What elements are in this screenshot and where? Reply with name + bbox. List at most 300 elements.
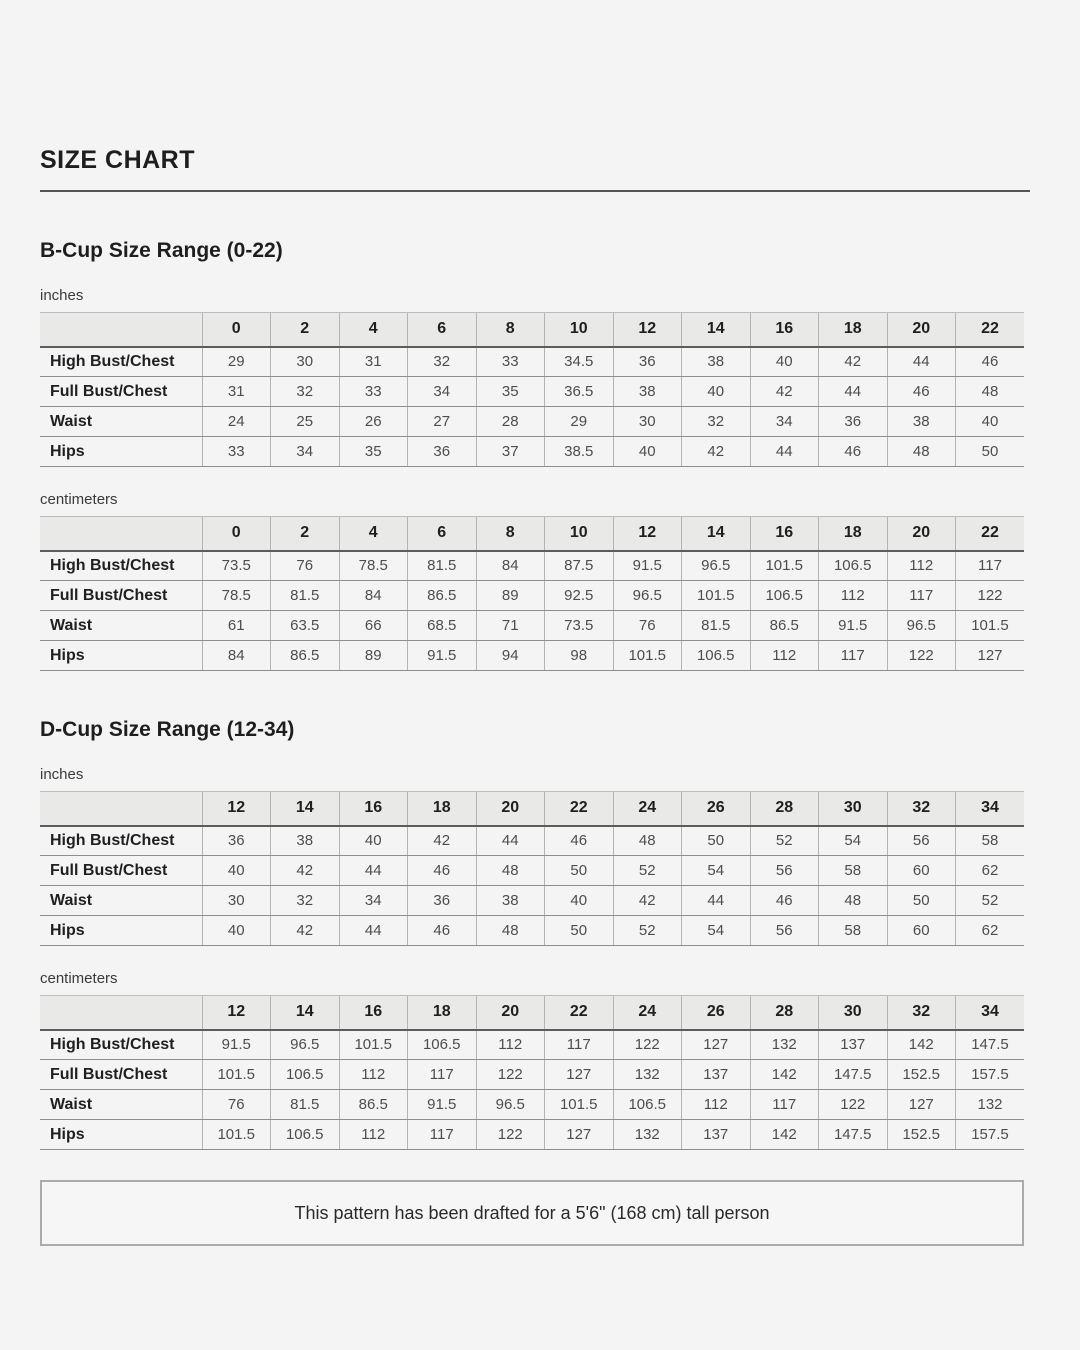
- measurement-value-cell: 37: [476, 437, 545, 467]
- measurement-value-cell: 42: [819, 347, 888, 377]
- measurement-value-cell: 127: [545, 1120, 614, 1150]
- measurement-value-cell: 38: [887, 407, 956, 437]
- size-header-cell: 32: [887, 792, 956, 826]
- measurement-value-cell: 132: [613, 1120, 682, 1150]
- measurement-value-cell: 56: [887, 826, 956, 856]
- unit-label-inches: inches: [40, 766, 84, 783]
- measurement-value-cell: 91.5: [202, 1030, 271, 1060]
- measurement-value-cell: 29: [545, 407, 614, 437]
- measurement-value-cell: 44: [682, 886, 751, 916]
- measurement-label: Hips: [40, 641, 202, 671]
- measurement-value-cell: 38: [682, 347, 751, 377]
- measurement-value-cell: 98: [545, 641, 614, 671]
- measurement-value-cell: 52: [956, 886, 1025, 916]
- size-header-cell: 14: [271, 996, 340, 1030]
- table-row: [40, 856, 1024, 886]
- measurement-value-cell: 31: [202, 377, 271, 407]
- size-header-cell: 22: [956, 517, 1025, 551]
- measurement-value-cell: 78.5: [202, 581, 271, 611]
- measurement-value-cell: 50: [956, 437, 1025, 467]
- unit-label-centimeters: centimeters: [40, 970, 118, 987]
- table-row: [40, 641, 1024, 671]
- size-table-b-cup-inches-table: [40, 312, 1024, 467]
- measurement-value-cell: 92.5: [545, 581, 614, 611]
- measurement-value-cell: 46: [819, 437, 888, 467]
- measurement-value-cell: 40: [613, 437, 682, 467]
- measurement-value-cell: 52: [613, 856, 682, 886]
- measurement-value-cell: 81.5: [408, 551, 477, 581]
- measurement-value-cell: 137: [819, 1030, 888, 1060]
- size-header-cell: 12: [613, 517, 682, 551]
- measurement-value-cell: 61: [202, 611, 271, 641]
- measurement-value-cell: 44: [887, 347, 956, 377]
- measurement-value-cell: 106.5: [682, 641, 751, 671]
- measurement-value-cell: 112: [819, 581, 888, 611]
- measurement-value-cell: 91.5: [408, 1090, 477, 1120]
- measurement-value-cell: 101.5: [202, 1060, 271, 1090]
- table-row: [40, 581, 1024, 611]
- measurement-value-cell: 38: [613, 377, 682, 407]
- size-header-cell: 20: [887, 517, 956, 551]
- table-row: [40, 1090, 1024, 1120]
- measurement-value-cell: 91.5: [613, 551, 682, 581]
- measurement-value-cell: 36: [202, 826, 271, 856]
- size-header-cell: 14: [682, 313, 751, 347]
- measurement-value-cell: 60: [887, 916, 956, 946]
- measurement-value-cell: 147.5: [956, 1030, 1025, 1060]
- size-header-row: [40, 792, 1024, 826]
- measurement-value-cell: 48: [476, 856, 545, 886]
- size-header-cell: 6: [408, 313, 477, 347]
- measurement-value-cell: 63.5: [271, 611, 340, 641]
- size-header-row: [40, 313, 1024, 347]
- size-header-cell: 20: [887, 313, 956, 347]
- measurement-value-cell: 48: [613, 826, 682, 856]
- measurement-label: Hips: [40, 916, 202, 946]
- measurement-value-cell: 48: [887, 437, 956, 467]
- size-header-cell: 10: [545, 313, 614, 347]
- measurement-value-cell: 34.5: [545, 347, 614, 377]
- measurement-value-cell: 86.5: [339, 1090, 408, 1120]
- size-header-cell: 6: [408, 517, 477, 551]
- measurement-value-cell: 50: [545, 856, 614, 886]
- measurement-value-cell: 34: [339, 886, 408, 916]
- measurement-value-cell: 48: [476, 916, 545, 946]
- measurement-value-cell: 117: [956, 551, 1025, 581]
- section-b-cup: [40, 239, 1030, 671]
- size-header-cell: 30: [819, 996, 888, 1030]
- page-title: SIZE CHART: [40, 146, 195, 174]
- table-row: [40, 551, 1024, 581]
- measurement-value-cell: 32: [271, 377, 340, 407]
- measurement-value-cell: 66: [339, 611, 408, 641]
- measurement-value-cell: 106.5: [408, 1030, 477, 1060]
- size-header-cell: 16: [750, 313, 819, 347]
- measurement-value-cell: 122: [476, 1120, 545, 1150]
- measurement-value-cell: 58: [819, 916, 888, 946]
- size-header-cell: 2: [271, 313, 340, 347]
- table-row: [40, 886, 1024, 916]
- measurement-value-cell: 91.5: [819, 611, 888, 641]
- corner-cell: [40, 517, 202, 551]
- measurement-value-cell: 34: [750, 407, 819, 437]
- table-row: [40, 1120, 1024, 1150]
- size-header-cell: 26: [682, 996, 751, 1030]
- measurement-value-cell: 54: [682, 916, 751, 946]
- measurement-value-cell: 44: [339, 916, 408, 946]
- measurement-value-cell: 122: [956, 581, 1025, 611]
- measurement-value-cell: 84: [476, 551, 545, 581]
- size-table-b-cup-inches: [40, 312, 1030, 467]
- measurement-value-cell: 117: [819, 641, 888, 671]
- table-row: [40, 826, 1024, 856]
- measurement-value-cell: 122: [476, 1060, 545, 1090]
- measurement-value-cell: 101.5: [750, 551, 819, 581]
- measurement-value-cell: 50: [887, 886, 956, 916]
- measurement-value-cell: 73.5: [202, 551, 271, 581]
- table-row: [40, 347, 1024, 377]
- measurement-value-cell: 112: [887, 551, 956, 581]
- measurement-value-cell: 42: [682, 437, 751, 467]
- section-heading-b-cup: B-Cup Size Range (0-22): [40, 239, 283, 262]
- measurement-value-cell: 137: [682, 1060, 751, 1090]
- measurement-value-cell: 42: [750, 377, 819, 407]
- measurement-value-cell: 35: [476, 377, 545, 407]
- measurement-value-cell: 76: [613, 611, 682, 641]
- measurement-label: High Bust/Chest: [40, 826, 202, 856]
- measurement-value-cell: 96.5: [887, 611, 956, 641]
- measurement-value-cell: 84: [202, 641, 271, 671]
- measurement-value-cell: 112: [476, 1030, 545, 1060]
- size-header-cell: 30: [819, 792, 888, 826]
- measurement-label: Hips: [40, 1120, 202, 1150]
- size-table-d-cup-centimeters: [40, 995, 1030, 1150]
- measurement-value-cell: 101.5: [202, 1120, 271, 1150]
- measurement-value-cell: 147.5: [819, 1060, 888, 1090]
- measurement-label: Hips: [40, 437, 202, 467]
- table-row: [40, 916, 1024, 946]
- measurement-value-cell: 157.5: [956, 1120, 1025, 1150]
- measurement-label: Waist: [40, 1090, 202, 1120]
- size-header-cell: 8: [476, 517, 545, 551]
- measurement-value-cell: 58: [956, 826, 1025, 856]
- measurement-value-cell: 89: [476, 581, 545, 611]
- measurement-value-cell: 132: [956, 1090, 1025, 1120]
- measurement-value-cell: 142: [750, 1120, 819, 1150]
- measurement-value-cell: 29: [202, 347, 271, 377]
- size-header-cell: 4: [339, 517, 408, 551]
- measurement-label: High Bust/Chest: [40, 347, 202, 377]
- measurement-value-cell: 32: [271, 886, 340, 916]
- measurement-value-cell: 137: [682, 1120, 751, 1150]
- size-header-cell: 16: [750, 517, 819, 551]
- measurement-value-cell: 101.5: [956, 611, 1025, 641]
- size-header-cell: 28: [750, 792, 819, 826]
- measurement-value-cell: 127: [956, 641, 1025, 671]
- measurement-value-cell: 36: [819, 407, 888, 437]
- size-header-cell: 18: [408, 996, 477, 1030]
- measurement-value-cell: 42: [613, 886, 682, 916]
- measurement-value-cell: 81.5: [682, 611, 751, 641]
- size-table-d-cup-centimeters-table: [40, 995, 1024, 1150]
- measurement-value-cell: 24: [202, 407, 271, 437]
- measurement-value-cell: 42: [271, 916, 340, 946]
- measurement-value-cell: 35: [339, 437, 408, 467]
- measurement-value-cell: 33: [476, 347, 545, 377]
- measurement-value-cell: 50: [545, 916, 614, 946]
- measurement-value-cell: 122: [613, 1030, 682, 1060]
- measurement-value-cell: 27: [408, 407, 477, 437]
- measurement-value-cell: 81.5: [271, 1090, 340, 1120]
- size-header-cell: 8: [476, 313, 545, 347]
- measurement-value-cell: 96.5: [682, 551, 751, 581]
- measurement-value-cell: 101.5: [682, 581, 751, 611]
- measurement-value-cell: 101.5: [339, 1030, 408, 1060]
- size-header-cell: 34: [956, 996, 1025, 1030]
- measurement-value-cell: 117: [408, 1120, 477, 1150]
- size-header-cell: 18: [819, 517, 888, 551]
- measurement-value-cell: 157.5: [956, 1060, 1025, 1090]
- measurement-value-cell: 81.5: [271, 581, 340, 611]
- measurement-value-cell: 52: [613, 916, 682, 946]
- measurement-value-cell: 30: [202, 886, 271, 916]
- measurement-label: Full Bust/Chest: [40, 581, 202, 611]
- measurement-value-cell: 106.5: [271, 1120, 340, 1150]
- measurement-value-cell: 48: [819, 886, 888, 916]
- size-table-d-cup-inches-table: [40, 791, 1024, 946]
- size-table-b-cup-centimeters: [40, 516, 1030, 671]
- measurement-label: Full Bust/Chest: [40, 377, 202, 407]
- measurement-value-cell: 106.5: [750, 581, 819, 611]
- measurement-value-cell: 40: [956, 407, 1025, 437]
- measurement-value-cell: 91.5: [408, 641, 477, 671]
- table-row: [40, 611, 1024, 641]
- measurement-value-cell: 54: [819, 826, 888, 856]
- measurement-value-cell: 96.5: [271, 1030, 340, 1060]
- measurement-value-cell: 46: [956, 347, 1025, 377]
- size-header-cell: 22: [545, 996, 614, 1030]
- unit-label-centimeters: centimeters: [40, 491, 118, 508]
- measurement-value-cell: 106.5: [613, 1090, 682, 1120]
- size-header-cell: 18: [408, 792, 477, 826]
- measurement-value-cell: 36: [613, 347, 682, 377]
- measurement-value-cell: 106.5: [819, 551, 888, 581]
- section-d-cup: [40, 718, 1030, 1150]
- measurement-value-cell: 127: [887, 1090, 956, 1120]
- measurement-label: Full Bust/Chest: [40, 856, 202, 886]
- measurement-value-cell: 76: [202, 1090, 271, 1120]
- measurement-value-cell: 56: [750, 856, 819, 886]
- size-header-cell: 16: [339, 996, 408, 1030]
- size-table-d-cup-inches: [40, 791, 1030, 946]
- measurement-value-cell: 112: [339, 1120, 408, 1150]
- size-header-cell: 14: [682, 517, 751, 551]
- measurement-value-cell: 46: [545, 826, 614, 856]
- measurement-value-cell: 40: [545, 886, 614, 916]
- measurement-value-cell: 36: [408, 437, 477, 467]
- title-divider: [40, 190, 1030, 192]
- measurement-value-cell: 46: [887, 377, 956, 407]
- measurement-value-cell: 122: [887, 641, 956, 671]
- size-header-cell: 20: [476, 792, 545, 826]
- size-header-cell: 26: [682, 792, 751, 826]
- measurement-value-cell: 142: [750, 1060, 819, 1090]
- size-header-cell: 22: [956, 313, 1025, 347]
- measurement-value-cell: 68.5: [408, 611, 477, 641]
- measurement-value-cell: 62: [956, 916, 1025, 946]
- measurement-value-cell: 44: [339, 856, 408, 886]
- measurement-value-cell: 106.5: [271, 1060, 340, 1090]
- measurement-value-cell: 32: [408, 347, 477, 377]
- measurement-value-cell: 117: [408, 1060, 477, 1090]
- measurement-value-cell: 50: [682, 826, 751, 856]
- corner-cell: [40, 996, 202, 1030]
- measurement-label: High Bust/Chest: [40, 1030, 202, 1060]
- corner-cell: [40, 792, 202, 826]
- table-row: [40, 377, 1024, 407]
- measurement-value-cell: 52: [750, 826, 819, 856]
- measurement-value-cell: 36.5: [545, 377, 614, 407]
- measurement-value-cell: 46: [408, 856, 477, 886]
- measurement-value-cell: 94: [476, 641, 545, 671]
- measurement-value-cell: 48: [956, 377, 1025, 407]
- measurement-value-cell: 54: [682, 856, 751, 886]
- measurement-value-cell: 46: [408, 916, 477, 946]
- measurement-value-cell: 42: [408, 826, 477, 856]
- measurement-value-cell: 87.5: [545, 551, 614, 581]
- size-header-cell: 28: [750, 996, 819, 1030]
- measurement-value-cell: 34: [408, 377, 477, 407]
- size-header-cell: 24: [613, 996, 682, 1030]
- measurement-value-cell: 36: [408, 886, 477, 916]
- measurement-value-cell: 73.5: [545, 611, 614, 641]
- table-row: [40, 1030, 1024, 1060]
- measurement-value-cell: 76: [271, 551, 340, 581]
- measurement-label: High Bust/Chest: [40, 551, 202, 581]
- size-header-cell: 12: [613, 313, 682, 347]
- measurement-value-cell: 86.5: [408, 581, 477, 611]
- size-table-b-cup-centimeters-table: [40, 516, 1024, 671]
- measurement-value-cell: 117: [887, 581, 956, 611]
- measurement-value-cell: 112: [750, 641, 819, 671]
- measurement-value-cell: 62: [956, 856, 1025, 886]
- measurement-label: Full Bust/Chest: [40, 1060, 202, 1090]
- measurement-value-cell: 127: [545, 1060, 614, 1090]
- measurement-value-cell: 31: [339, 347, 408, 377]
- measurement-value-cell: 101.5: [545, 1090, 614, 1120]
- measurement-label: Waist: [40, 886, 202, 916]
- table-row: [40, 437, 1024, 467]
- measurement-value-cell: 132: [613, 1060, 682, 1090]
- size-header-row: [40, 517, 1024, 551]
- measurement-value-cell: 112: [339, 1060, 408, 1090]
- size-header-row: [40, 996, 1024, 1030]
- size-header-cell: 12: [202, 996, 271, 1030]
- measurement-value-cell: 84: [339, 581, 408, 611]
- measurement-value-cell: 26: [339, 407, 408, 437]
- size-header-cell: 0: [202, 517, 271, 551]
- measurement-value-cell: 127: [682, 1030, 751, 1060]
- measurement-label: Waist: [40, 611, 202, 641]
- size-header-cell: 2: [271, 517, 340, 551]
- size-header-cell: 14: [271, 792, 340, 826]
- measurement-value-cell: 38: [271, 826, 340, 856]
- measurement-value-cell: 42: [271, 856, 340, 886]
- measurement-value-cell: 96.5: [613, 581, 682, 611]
- measurement-value-cell: 25: [271, 407, 340, 437]
- size-header-cell: 10: [545, 517, 614, 551]
- measurement-value-cell: 71: [476, 611, 545, 641]
- height-note: [40, 1180, 1024, 1246]
- measurement-value-cell: 122: [819, 1090, 888, 1120]
- measurement-value-cell: 56: [750, 916, 819, 946]
- measurement-label: Waist: [40, 407, 202, 437]
- measurement-value-cell: 78.5: [339, 551, 408, 581]
- height-note-text: This pattern has been drafted for a 5'6" (168 cm) tall person: [294, 1202, 770, 1223]
- measurement-value-cell: 147.5: [819, 1120, 888, 1150]
- measurement-value-cell: 117: [545, 1030, 614, 1060]
- measurement-value-cell: 86.5: [271, 641, 340, 671]
- measurement-value-cell: 28: [476, 407, 545, 437]
- measurement-value-cell: 30: [271, 347, 340, 377]
- section-heading-d-cup: D-Cup Size Range (12-34): [40, 718, 295, 741]
- measurement-value-cell: 38: [476, 886, 545, 916]
- measurement-value-cell: 152.5: [887, 1120, 956, 1150]
- measurement-value-cell: 46: [750, 886, 819, 916]
- size-header-cell: 4: [339, 313, 408, 347]
- measurement-value-cell: 38.5: [545, 437, 614, 467]
- measurement-value-cell: 132: [750, 1030, 819, 1060]
- measurement-value-cell: 86.5: [750, 611, 819, 641]
- size-header-cell: 34: [956, 792, 1025, 826]
- measurement-value-cell: 33: [202, 437, 271, 467]
- measurement-value-cell: 89: [339, 641, 408, 671]
- measurement-value-cell: 60: [887, 856, 956, 886]
- measurement-value-cell: 33: [339, 377, 408, 407]
- measurement-value-cell: 117: [750, 1090, 819, 1120]
- measurement-value-cell: 44: [476, 826, 545, 856]
- size-header-cell: 18: [819, 313, 888, 347]
- measurement-value-cell: 58: [819, 856, 888, 886]
- measurement-value-cell: 40: [750, 347, 819, 377]
- size-header-cell: 12: [202, 792, 271, 826]
- measurement-value-cell: 40: [682, 377, 751, 407]
- table-row: [40, 407, 1024, 437]
- size-header-cell: 24: [613, 792, 682, 826]
- size-header-cell: 20: [476, 996, 545, 1030]
- measurement-value-cell: 142: [887, 1030, 956, 1060]
- measurement-value-cell: 30: [613, 407, 682, 437]
- measurement-value-cell: 40: [202, 856, 271, 886]
- table-row: [40, 1060, 1024, 1090]
- measurement-value-cell: 40: [202, 916, 271, 946]
- size-header-cell: 32: [887, 996, 956, 1030]
- unit-label-inches: inches: [40, 287, 84, 304]
- size-header-cell: 22: [545, 792, 614, 826]
- measurement-value-cell: 101.5: [613, 641, 682, 671]
- measurement-value-cell: 44: [819, 377, 888, 407]
- corner-cell: [40, 313, 202, 347]
- size-header-cell: 0: [202, 313, 271, 347]
- measurement-value-cell: 96.5: [476, 1090, 545, 1120]
- measurement-value-cell: 40: [339, 826, 408, 856]
- size-header-cell: 16: [339, 792, 408, 826]
- measurement-value-cell: 112: [682, 1090, 751, 1120]
- measurement-value-cell: 32: [682, 407, 751, 437]
- measurement-value-cell: 34: [271, 437, 340, 467]
- measurement-value-cell: 44: [750, 437, 819, 467]
- measurement-value-cell: 152.5: [887, 1060, 956, 1090]
